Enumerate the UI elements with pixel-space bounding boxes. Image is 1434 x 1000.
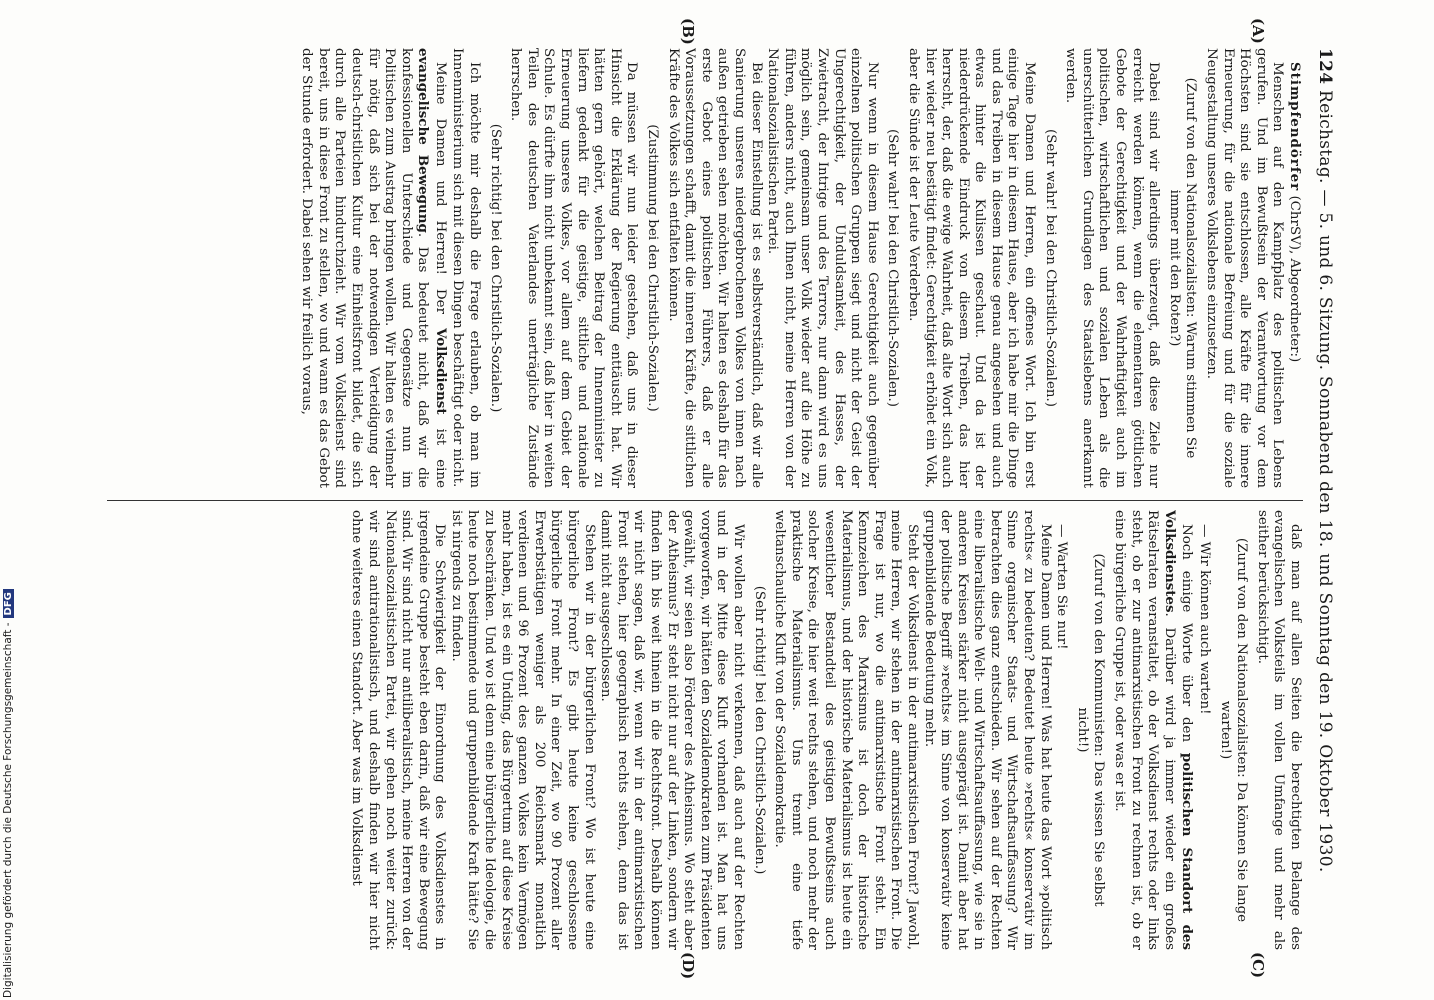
interjection: (Zuruf von den Kommunisten: Das wissen Sie selbst nicht!) — [1074, 553, 1107, 907]
paragraph: Nur wenn in diesem Hause Gerechtigkeit auch gegenüber einzelnen politischen Gruppen siegt und nicht der Geist der Ungerechtigkeit, der Unduldsamkeit, des Hasses, der Zwietracht, der Intrige und des Terrors, nur dann wird es uns möglich sein, gemeinsam unser Volk wieder auf die Höhe zu führen, anders nicht, auch Ihnen nicht, meine Herren von der Nationalsozialistischen Partei. — [765, 48, 880, 488]
term-politischer-standort: politischen Standort des Volksdienstes — [1161, 510, 1196, 950]
paragraph: Bei dieser Einstellung ist es selbstverständlich, daß wir alle Sanierung unseres niedergebrochenen Volkes von innen nach außen getrieben sehen möchten. Wir halten es deshalb für das erste Gebot eines politischen Führers, daß er alle Voraussetzungen schafft, damit die inneren Kräfte, die sittlichen Kräfte des Volkes sich entfalten können. — [665, 48, 764, 488]
paragraph — [1285, 48, 1303, 488]
right-column — [103, 510, 1303, 950]
left-column — [103, 48, 1303, 488]
interjection: (Zustimmung bei den Christlich-Sozialen.) — [645, 124, 661, 412]
paragraph: Steht der Volksdienst in der antimarxistischen Front? Jawohl, meine Herren, wir stehen in der antimarxistischen Front. Die Frage ist nur, wo die antimarxistische Front steht. Ein Kennzeichen des Marxismus ist doch der historische Materialismus, und der historische Materialismus ist heute ein wesentlicher Bestandteil des geistigen Bewußtseins auch solcher Kreise, die hier weit rechts stehen, und noch mehr der praktische Materialismus. Uns trennt eine tiefe weltanschauliche Kluft von der Sozialdemokratie. — [772, 510, 920, 950]
term-evangelische-bewegung: evangelische Bewegung — [415, 48, 432, 233]
page-header — [1307, 48, 1337, 948]
rotated-page-content — [97, 18, 1337, 980]
paragraph — [298, 48, 449, 488]
paragraph: Meine Damen und Herren! Was hat heute das Wort »politisch rechts« zu bedeuten? Bedeutet heute »rechts« konservativ im Sinne organischer Staats- und Wirtschaftsauffassung? Wir betrachten dies ganz entschieden. Wir sehen auf der Rechten eine liberalistische Welt- und Wirtschaftsauffassung, wie sie in anderen Kreisen stärker nicht ausgeprägt ist. Damit aber hat der politische Begriff »rechts« im Sinne von konservativ keine gruppenbildende Bedeutung mehr. — [921, 510, 1053, 950]
paragraph: Meine Damen und Herren, ein offenes Wort. Ich bin erst einige Tage hier in diesem Hause, aber ich habe mir die Dinge und das Treiben in diesem Hause genau angesehen und auch etwas hinter die Kulissen geschaut. Und da ist der niederdrückende Eindruck von diesem Treiben, das hier herrscht, der, daß die ewige Wahrheit, daß alte Wort sich auch hier wieder neu bestätigt findet: Gerechtigkeit erhöhet ein Volk, aber die Sünde ist der Leute Verderben. — [905, 48, 1038, 488]
text-run: . Das bedeutet nicht, daß wir die konfessionellen Unterschiede und Gegensätze nun im Politischen zum Austrag bringen wollen. Wir halten es vielmehr für nötig, daß sich bei der notwendigen Verteidigung der deutsch-christlichen Kultur eine Einheitsfront bildet, die sich durch alle Parteien hindurchzieht. Wir vom Volksdienst sind bereit, uns in diese Front zu stellen, wo und wann es das Gebot der Stunde erfordert. Dabei sehen wir freilich voraus, — [299, 48, 431, 488]
interjection: (Sehr richtig! bei den Christlich-Sozialen.) — [751, 585, 767, 875]
interjection: (Sehr richtig! bei den Christlich-Sozialen.) — [487, 123, 503, 413]
text-run: ist eine — [432, 414, 448, 488]
paragraph: Wir wollen aber nicht verkennen, daß auch auf der Rechten und in der Mitte diese Kluft vorhanden ist. Man hat uns vorgeworfen, wir hätten den Sozialdemokraten zum Präsidenten gewählt, wir seien also Förderer des Atheismus. Wo steht aber der Atheismus? Er steht nicht nur auf der Linken, sondern wir finden ihn bis weit hinein in die Rechtsfront. Deshalb können wir nicht sagen, daß wir, wenn wir in der antimarxistischen Front stehen, hier geographisch rechts stehen, denn das ist damit nicht ausgeschlossen. — [598, 510, 746, 950]
interjection: (Sehr wahr! bei den Christlich-Sozialen.) — [885, 128, 901, 407]
paragraph: Stehen wir in der bürgerlichen Front? Wo ist heute eine bürgerliche Front? Es gibt heute keine geschlossene bürgerliche Front mehr. In einer Zeit, wo 90 Prozent aller Erwerbstätigen weniger als 200 Reichsmark monatlich verdienen und 96 Prozent des ganzen Volkes kein Vermögen mehr haben, ist es ein Unding, das Bürgertum auf diese Kreise zu beschränken. Und wo ist denn eine bürgerliche Ideologie, die heute noch bestimmende und gruppenbildende Kraft hätte? Sie ist nirgends zu finden. — [448, 510, 597, 950]
paragraph: Die Schwierigkeit der Einordnung des Volksdienstes in irgendeine Gruppe besteht eben darin, daß wir eine Bewegung sind. Wir sind nicht nur antiliberalistisch, meine Herren von der Nationalsozialistischen Partei, wir gehen noch weiter zurück: wir sind antirationalistisch, und deshalb finden wir hier nicht ohne weiteres einen Standort. Aber was im Volksdienst — [349, 510, 448, 950]
paragraph: Dabei sind wir allerdings überzeugt, daß diese Ziele nur erreicht werden können, wenn die elementaren göttlichen Gebote der Gerechtigkeit und der Wahrhaftigkeit auch im politischen, wirtschaftlichen und sozialen Leben als die unerschütterlichen Grundlagen des Staatslebens anerkannt werden. — [1063, 48, 1162, 488]
margin-marker-b: (B) — [679, 18, 697, 45]
digitization-footer — [2, 589, 14, 998]
interjection: (Sehr wahr! bei den Christlich-Sozialen.) — [1042, 128, 1058, 407]
speaker-note: (ChrSV), Abgeordneter:) — [1287, 191, 1302, 363]
margin-marker-c: (C) — [1249, 952, 1267, 979]
page-number: 124 — [1315, 48, 1335, 85]
column-divider — [107, 500, 1303, 501]
paragraph: — Wir können auch warten! — [1197, 524, 1213, 715]
running-title: Reichstag. — 5. und 6. Sitzung. Sonnabend den 18. und Sonntag den 19. Oktober 1930. — [1315, 90, 1335, 873]
paragraph: — Warten Sie nur! — [1054, 524, 1070, 650]
footer-text: Digitalisierung gefördert durch die Deutsche Forschungsgemeinschaft - — [2, 622, 14, 998]
speaker-name: Stimpfendörfer — [1287, 62, 1303, 192]
interjection: (Zuruf von den Nationalsozialisten: Warum stimmen Sie immer mit den Roten?) — [1166, 77, 1199, 459]
paragraph: daß man auf allen Seiten die berechtigten Belange des evangelischen Volksteils im vollen Umfange und mehr als seither berücksichtigt. — [1254, 510, 1303, 950]
paragraph: Menschen auf den Kampfplatz des politischen Lebens gerufen. Und im Bewußtsein der Verantwortung vor dem Höchsten sind sie entschlossen, alle Kräfte für die innere Erneuerung, für die nationale Befreiung und für die soziale Neugestaltung unseres Volkslebens einzusetzen. — [1204, 48, 1286, 488]
term-volksdienst: Volksdienst — [432, 328, 449, 415]
dfg-logo: DFG — [3, 589, 14, 618]
paragraph: Da müssen wir nun leider gestehen, daß uns in dieser Hinsicht die Erklärung der Regierung enttäuscht hat. Wir hätten gern gehört, welchen Beitrag der Innenminister zu liefern gedenkt für die geistige, sittliche und nationale Erneuerung unseres Volkes, vor allem auf dem Gebiet der Schule. Es dürfte ihm nicht unbekannt sein, daß hier in weiten Teilen des deutschen Vaterlandes unerträgliche Zustände herrschen. — [508, 48, 640, 488]
paragraph — [1110, 510, 1195, 950]
text-run: . Darüber wird ja immer wieder ein großes Rätselraten veranstaltet, ob der Volksdienst rechts oder links steht, ob er zur antimarxistischen Front zu rechnen ist, ob er eine bürgerliche Gruppe ist, oder was er ist. — [1112, 510, 1177, 950]
text-run: Noch einige Worte über den — [1179, 524, 1195, 753]
margin-marker-d: (D) — [679, 952, 697, 980]
paragraph: Ich möchte mir deshalb die Frage erlauben, ob man im Innenministerium sich mit diesen Dingen beschäftigt oder nicht. — [450, 48, 483, 488]
text-run: Meine Damen und Herren! Der — [432, 62, 448, 329]
interjection: (Zuruf von den Nationalsozialisten: Da können Sie lange warten!) — [1217, 537, 1250, 923]
margin-marker-a: (A) — [1249, 18, 1267, 44]
